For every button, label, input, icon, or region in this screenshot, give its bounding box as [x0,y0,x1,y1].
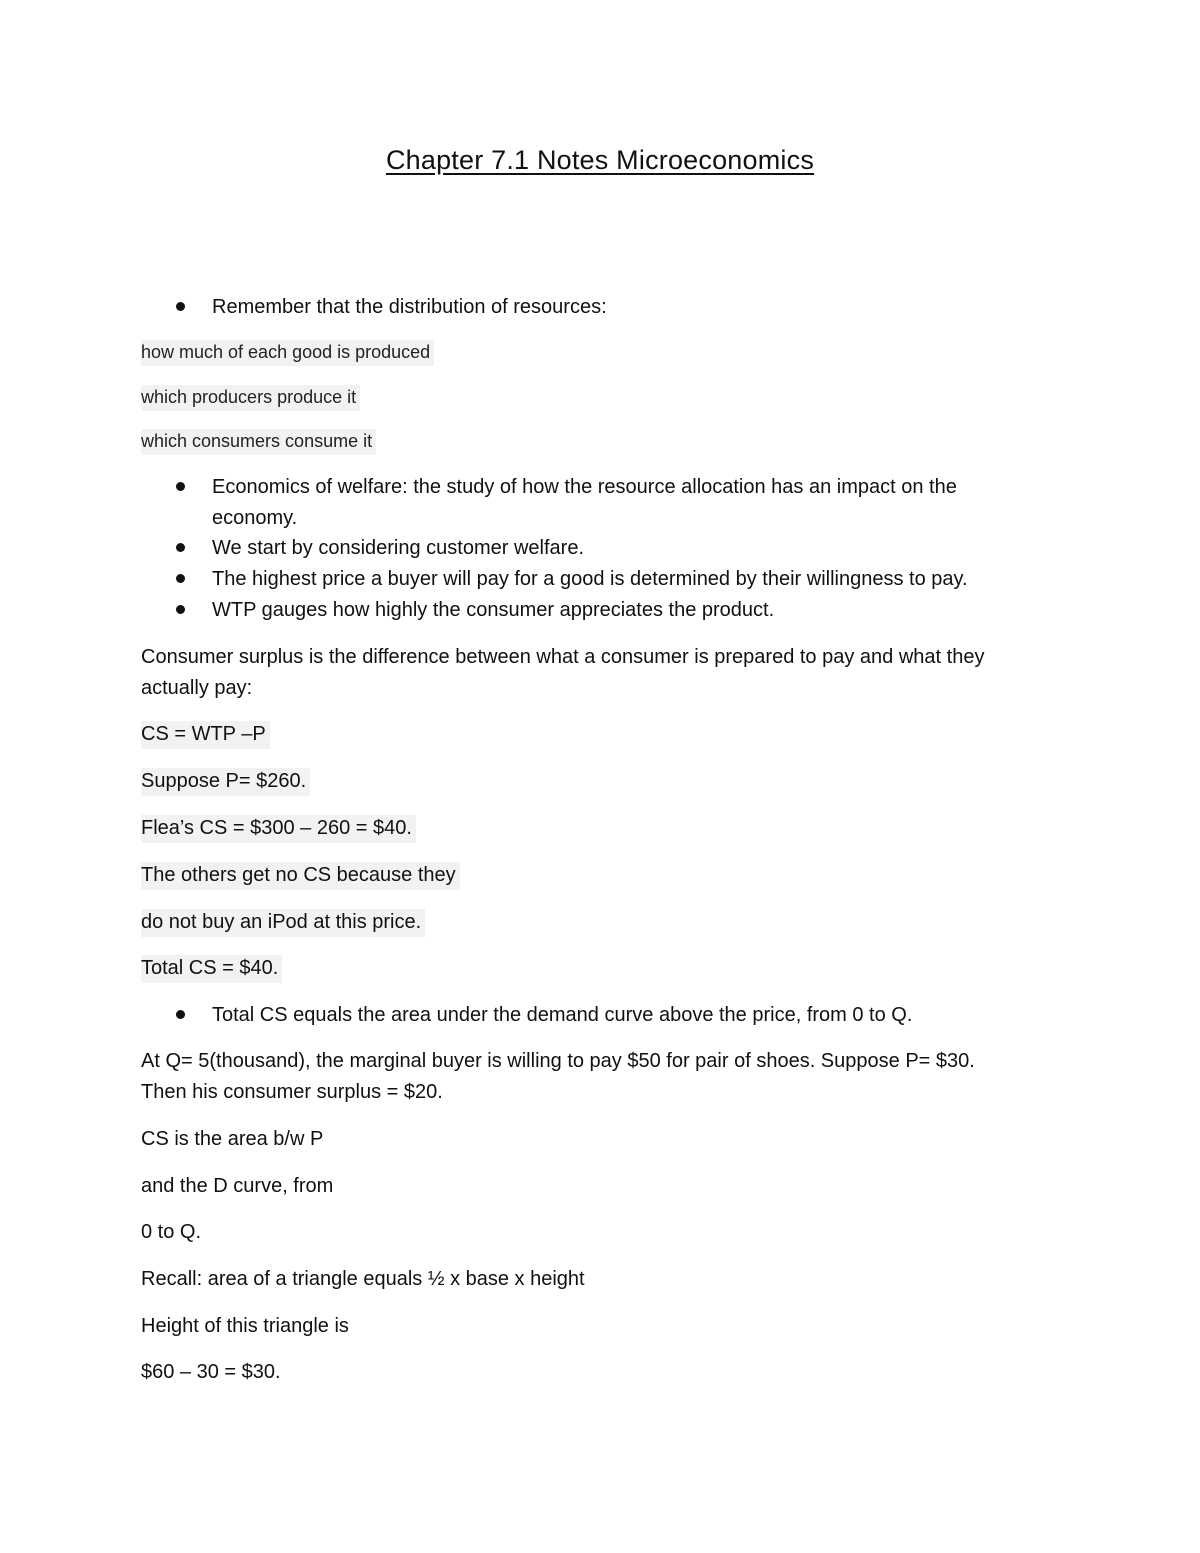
example-line: The others get no CS because they [141,862,460,890]
bullet-dot [176,574,185,583]
formula-line: CS = WTP –P [141,721,270,749]
bullet-dot [176,543,185,552]
highlighted-line: how much of each good is produced [141,340,434,366]
closing-line: CS is the area b/w P [141,1128,324,1150]
closing-line: and the D curve, from [141,1175,334,1197]
marginal-line: Then his consumer surplus = $20. [141,1081,443,1103]
bullet-dot [176,605,185,614]
bullet-dot [176,1010,185,1019]
bullet-total-cs: Total CS equals the area under the demand curve above the price, from 0 to Q. [212,1004,913,1026]
bullet-customer: We start by considering customer welfare. [212,537,585,559]
bullet-highest-price: The highest price a buyer will pay for a good is determined by their willingness to pay. [212,568,968,590]
example-line: Suppose P= $260. [141,768,310,796]
bullet-wtp: WTP gauges how highly the consumer appreciates the product. [212,599,775,621]
closing-line: 0 to Q. [141,1221,202,1243]
example-line: Flea’s CS = $300 – 260 = $40. [141,815,416,843]
page-title: Chapter 7.1 Notes Microeconomics [385,145,815,175]
closing-line: $60 – 30 = $30. [141,1361,281,1383]
cs-definition-line: actually pay: [141,677,253,699]
cs-definition-line: Consumer surplus is the difference between what a consumer is prepared to pay and what they [141,646,985,668]
example-line: Total CS = $40. [141,955,282,983]
highlighted-line: which consumers consume it [141,429,376,455]
closing-line: Recall: area of a triangle equals ½ x base x height [141,1268,585,1290]
highlighted-line: which producers produce it [141,385,360,411]
bullet-dot [176,302,185,311]
bullet-welfare: Economics of welfare: the study of how the resource allocation has an impact on the [212,476,957,498]
bullet-dot [176,482,185,491]
closing-line: Height of this triangle is [141,1315,349,1337]
bullet-distribution: Remember that the distribution of resources: [212,296,607,318]
example-line: do not buy an iPod at this price. [141,909,425,937]
marginal-line: At Q= 5(thousand), the marginal buyer is willing to pay $50 for pair of shoes. Suppose P= $30. [141,1050,975,1072]
bullet-welfare-cont: economy. [212,507,298,529]
